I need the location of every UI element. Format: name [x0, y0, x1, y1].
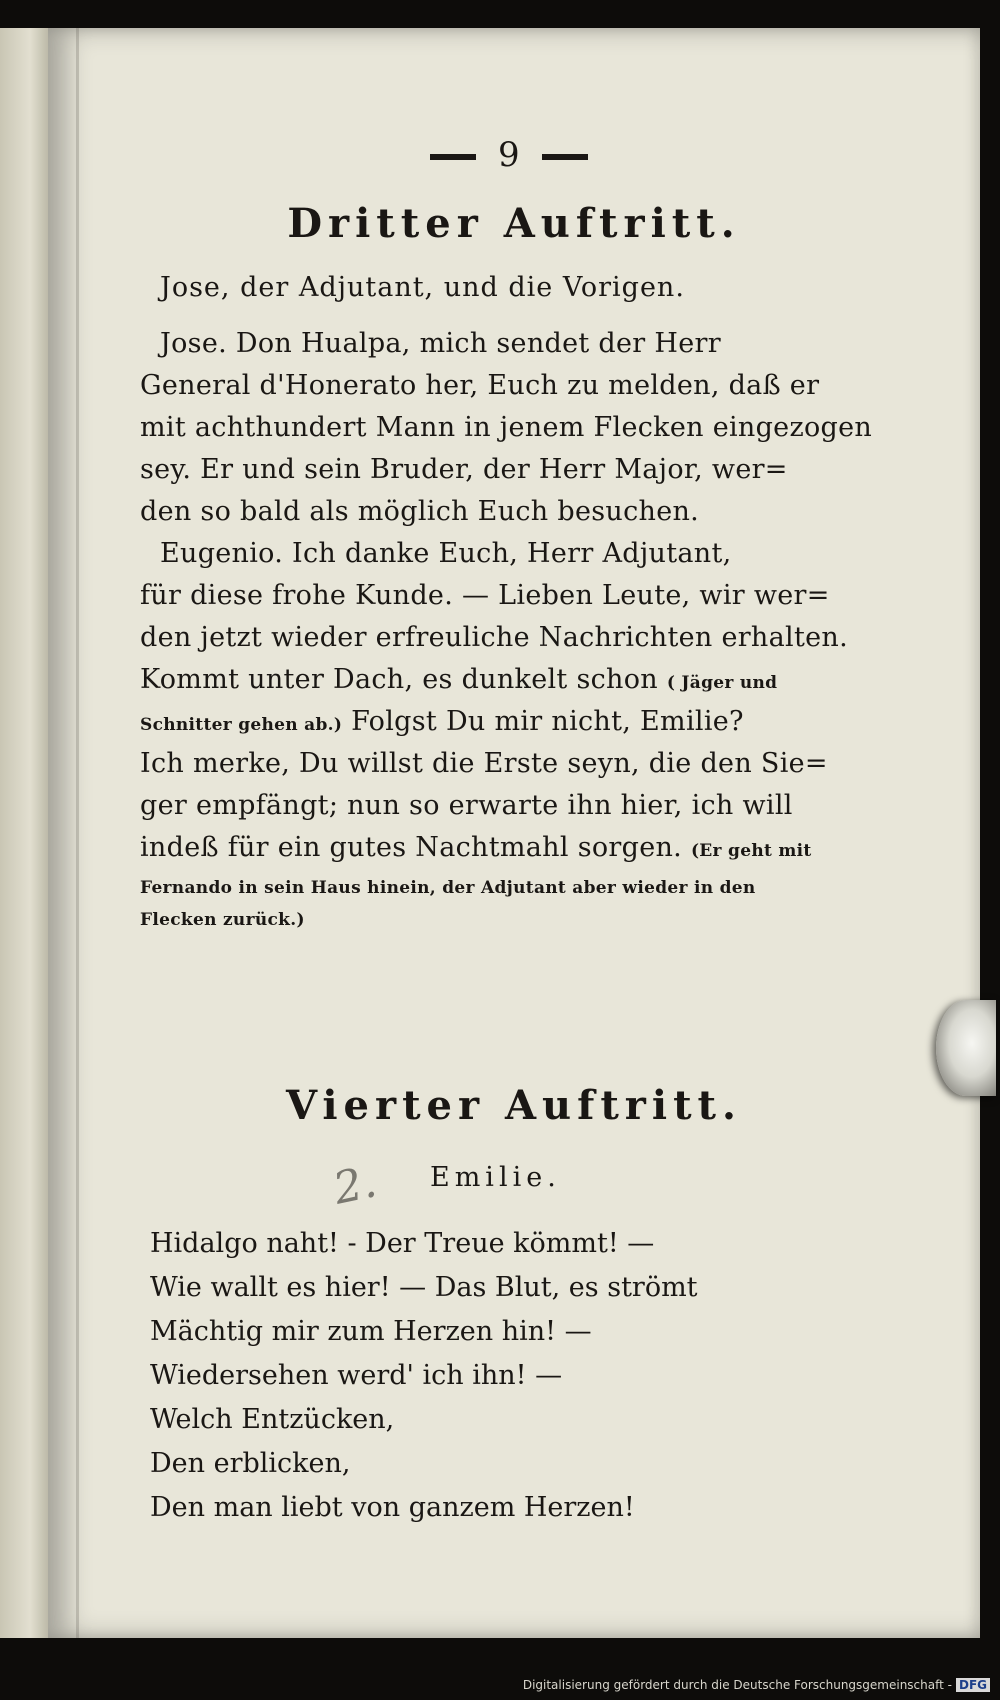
scene4-title: Vierter Auftritt.: [286, 1082, 742, 1129]
scene3-line-13-text: indeß für ein gutes Nachtmahl sorgen.: [140, 832, 683, 863]
page-clip: [936, 1000, 996, 1096]
scene3-line-7: für diese frohe Kunde. — Lieben Leute, wir wer=: [140, 580, 830, 611]
verse-line-5: Welch Entzücken,: [150, 1404, 395, 1435]
scene3-line-8: den jetzt wieder erfreuliche Nachrichten erhalten.: [140, 622, 848, 653]
scene3-line-12: ger empfängt; nun so erwarte ihn hier, ich will: [140, 790, 793, 821]
stage-direction-1: ( Jäger und: [666, 673, 778, 693]
scene3-line-10: [140, 706, 744, 737]
scene3-line-9: [140, 664, 777, 695]
credit-text: Digitalisierung gefördert durch die Deutsche Forschungsgemeinschaft -: [522, 1678, 952, 1692]
pencil-annotation: 2.: [329, 1156, 381, 1215]
dfg-logo: DFG: [956, 1678, 990, 1692]
page-gutter: [76, 28, 79, 1638]
scene3-line-4: sey. Er und sein Bruder, der Herr Major, wer=: [140, 454, 788, 485]
digitization-credit: [523, 1678, 990, 1692]
scene3-line-9-text: Kommt unter Dach, es dunkelt schon: [140, 664, 658, 695]
scene3-title: Dritter Auftritt.: [287, 200, 741, 247]
scene3-line-3: mit achthundert Mann in jenem Flecken eingezogen: [140, 412, 873, 443]
page-number-rule-right: [542, 154, 588, 160]
stage-direction-2: Schnitter gehen ab.): [140, 715, 343, 735]
page-number-rule-left: [430, 154, 476, 160]
scene3-cast: Jose, der Adjutant, und die Vorigen.: [160, 272, 685, 303]
scene3-line-6: Eugenio. Ich danke Euch, Herr Adjutant,: [160, 538, 732, 569]
scene3-line-10-text: Folgst Du mir nicht, Emilie?: [351, 706, 744, 737]
facing-page-edge: [0, 28, 50, 1638]
verse-line-1: Hidalgo naht! - Der Treue kömmt! —: [150, 1228, 655, 1259]
verse-line-3: Mächtig mir zum Herzen hin! —: [150, 1316, 592, 1347]
verse-line-6: Den erblicken,: [150, 1448, 351, 1479]
verse-line-4: Wiedersehen werd' ich ihn! —: [150, 1360, 563, 1391]
scene3-line-11: Ich merke, Du willst die Erste seyn, die den Sie=: [140, 748, 828, 779]
scene3-line-13: [140, 832, 812, 863]
page-number: [408, 135, 610, 175]
stage-direction-3: (Er geht mit: [690, 841, 812, 861]
scene4-cast: Emilie.: [430, 1162, 561, 1193]
stage-direction-4: Fernando in sein Haus hinein, der Adjutant aber wieder in den: [140, 878, 756, 898]
scene3-line-1: Jose. Don Hualpa, mich sendet der Herr: [160, 328, 721, 359]
verse-line-2: Wie wallt es hier! — Das Blut, es strömt: [150, 1272, 698, 1303]
scene3-line-5: den so bald als möglich Euch besuchen.: [140, 496, 700, 527]
scene3-line-2: General d'Honerato her, Euch zu melden, daß er: [140, 370, 820, 401]
page-number-text: 9: [498, 135, 520, 175]
stage-direction-5: Flecken zurück.): [140, 910, 305, 930]
verse-line-7: Den man liebt von ganzem Herzen!: [150, 1492, 635, 1523]
